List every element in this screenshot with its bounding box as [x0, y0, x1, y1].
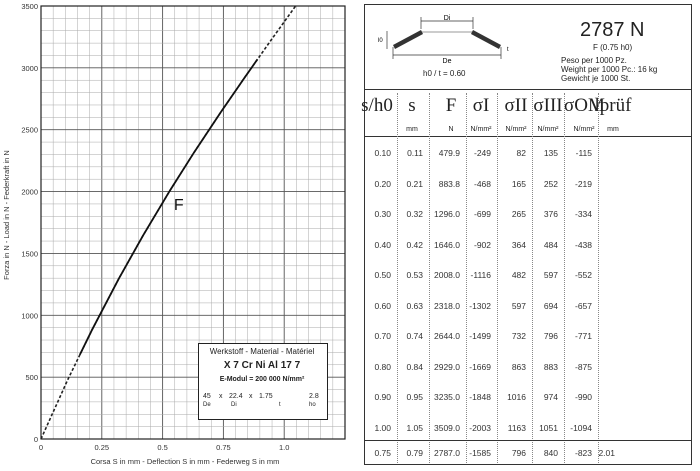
table-cell: -1116 — [470, 270, 491, 280]
y-tick-label: 2000 — [21, 187, 38, 197]
legend-sym: t — [279, 402, 281, 408]
table-cell: 0.53 — [406, 270, 423, 280]
table-cell: -1302 — [469, 300, 491, 311]
weight-line: Weight per 1000 Pc.: 16 kg — [561, 65, 658, 74]
header-separator — [365, 136, 691, 137]
table-cell: 1051 — [539, 422, 558, 433]
footer-cell: -1585 — [469, 448, 491, 458]
table-cell: 3235.0 — [434, 392, 460, 402]
table-cell: -1848 — [469, 392, 491, 402]
table-cell: 0.21 — [406, 178, 423, 189]
column-header: σIII — [533, 95, 563, 116]
legend-e-modul: E-Modul = 200 000 N/mm² — [219, 376, 305, 383]
table-cell: -552 — [574, 270, 592, 280]
column-header: F — [445, 95, 457, 116]
table-cell: 0.74 — [406, 331, 423, 341]
table-cell: -771 — [574, 331, 592, 341]
table-cell: 376 — [543, 209, 558, 219]
table-cell: -2003 — [469, 422, 491, 433]
table-cell: -468 — [473, 178, 491, 189]
table-cell: 597 — [511, 300, 526, 311]
table-cell: -875 — [574, 361, 592, 372]
legend-dim: x — [219, 393, 223, 400]
table-cell: -438 — [574, 239, 592, 250]
column-header: σOM — [564, 95, 605, 116]
table-cell: 2008.0 — [434, 270, 460, 280]
table-cell: 883 — [543, 361, 558, 372]
table-cell: -1499 — [469, 331, 491, 341]
weight-line: Gewicht je 1000 St. — [561, 74, 631, 83]
column-unit: N/mm² — [505, 126, 527, 133]
legend-dim: 22.4 — [229, 393, 243, 400]
ratio-label: h0 / t = 0.60 — [423, 69, 466, 78]
table-cell: 0.95 — [406, 392, 423, 402]
table-cell: -699 — [473, 209, 491, 219]
table-cell: 0.30 — [374, 209, 391, 219]
x-tick-label: 1.0 — [278, 443, 290, 452]
legend-material-name: X 7 Cr Ni Al 17 7 — [223, 360, 301, 371]
table-cell: 1646.0 — [434, 239, 460, 250]
table-cell: 1.00 — [374, 422, 391, 433]
table-cell: 0.70 — [374, 331, 391, 341]
footer-separator — [365, 440, 691, 441]
y-tick-label: 3000 — [21, 63, 38, 73]
column-unit: mm — [406, 126, 418, 133]
y-tick-label: 1500 — [21, 249, 38, 259]
table-cell: 2318.0 — [434, 300, 460, 311]
footer-cell: 840 — [543, 448, 558, 458]
column-header: σI — [472, 95, 490, 116]
table-cell: 0.80 — [374, 361, 391, 372]
y-tick-label: 2500 — [21, 125, 38, 135]
x-axis-label: Corsa S in mm - Deflection S in mm - Federweg S in mm — [90, 457, 280, 466]
y-tick-label: 3500 — [21, 2, 38, 11]
footer-cell: 0.75 — [374, 448, 391, 458]
table-cell: -249 — [473, 148, 491, 158]
table-cell: 0.32 — [406, 209, 423, 219]
table-cell: 364 — [511, 239, 526, 250]
force-value: 2787 N — [580, 19, 645, 41]
table-cell: -334 — [574, 209, 592, 219]
table-cell: 0.90 — [374, 392, 391, 402]
legend-sym: Di — [231, 402, 237, 408]
y-tick-label: 0 — [33, 435, 38, 444]
footer-cell: 2787.0 — [434, 448, 460, 458]
weight-line: Peso per 1000 Pz. — [561, 56, 627, 65]
table-cell: 479.9 — [438, 148, 460, 158]
table-cell: 3509.0 — [434, 422, 460, 433]
column-header: s — [408, 95, 416, 116]
legend-sym: De — [203, 402, 211, 408]
table-cell: 0.84 — [406, 361, 423, 372]
table-cell: 0.10 — [374, 148, 391, 158]
column-header: s/h0 — [361, 95, 393, 116]
table-cell: -115 — [575, 148, 592, 158]
footer-cell: -823 — [574, 448, 592, 458]
table-cell: 1.05 — [406, 422, 423, 433]
l0-label: l0 — [378, 38, 383, 44]
table-cell: 0.60 — [374, 300, 391, 311]
table-cell: 252 — [543, 178, 558, 189]
table-cell: 732 — [511, 331, 526, 341]
y-tick-label: 500 — [25, 373, 38, 383]
spring-data-panel — [361, 4, 692, 465]
table-cell: 883.8 — [438, 178, 460, 189]
spring-header — [365, 5, 691, 90]
weight-info — [561, 56, 657, 83]
table-cell: 135 — [543, 148, 558, 158]
column-unit: N — [448, 126, 454, 133]
table-cell: 694 — [543, 300, 558, 311]
material-legend — [198, 343, 328, 420]
table-cell: 165 — [511, 178, 526, 189]
column-divider — [598, 93, 599, 463]
curve-solid — [80, 59, 258, 354]
table-cell: 0.42 — [406, 239, 423, 250]
column-unit: N/mm² — [470, 126, 492, 133]
disc-spring-drawing — [375, 11, 535, 71]
table-cell: 0.50 — [374, 270, 391, 280]
table-cell: -1669 — [469, 361, 491, 372]
table-cell: 82 — [516, 148, 526, 158]
table-cell: 0.11 — [407, 148, 423, 158]
table-cell: 484 — [543, 239, 558, 250]
di-label: Di — [443, 15, 451, 22]
table-cell: 0.40 — [374, 239, 391, 250]
table-cell: 597 — [543, 270, 558, 280]
table-cell: -1094 — [570, 422, 592, 433]
y-axis-label: Forza in N - Load in N - Federkraft in N — [2, 150, 11, 280]
column-unit: N/mm² — [573, 126, 595, 133]
force-subtitle: F (0.75 h0) — [593, 43, 633, 52]
table-cell: -902 — [473, 239, 491, 250]
table-cell: 0.20 — [374, 178, 391, 189]
table-cell: 0.63 — [406, 300, 423, 311]
column-unit: N/mm² — [537, 126, 559, 133]
table-cell: 1016 — [507, 392, 526, 402]
column-header: σII — [504, 95, 528, 116]
column-header: lprüf — [594, 95, 632, 116]
table-cell: -657 — [574, 300, 592, 311]
table-cell: 1163 — [507, 422, 526, 433]
column-unit: mm — [607, 126, 619, 133]
legend-sym: ho — [309, 402, 316, 408]
x-tick-label: 0 — [38, 443, 44, 452]
f-annotation: F — [173, 196, 184, 214]
table-cell: -990 — [574, 392, 592, 402]
table-cell: -219 — [574, 178, 592, 189]
table-cell: 265 — [511, 209, 526, 219]
table-cell: 2929.0 — [434, 361, 460, 372]
table-cell: 796 — [543, 331, 558, 341]
table-cell: 1296.0 — [434, 209, 460, 219]
x-tick-label: 0.5 — [157, 443, 168, 452]
de-label: De — [442, 58, 452, 65]
y-tick-label: 1000 — [21, 311, 38, 321]
legend-dim: 2.8 — [309, 393, 319, 400]
table-cell: 2644.0 — [434, 331, 460, 341]
t-label: t — [507, 47, 509, 53]
legend-dim: x — [249, 393, 253, 400]
legend-dim: 45 — [203, 393, 211, 400]
table-cell: 863 — [511, 361, 526, 372]
x-tick-label: 0.25 — [94, 443, 110, 452]
footer-cell: 796 — [511, 448, 526, 458]
table-cell: 974 — [543, 392, 558, 402]
footer-cell: 0.79 — [406, 448, 423, 458]
legend-material-title: Werkstoff - Material - Matériel — [209, 347, 315, 356]
footer-cell: 2.01 — [598, 448, 615, 458]
table-cell: 482 — [511, 270, 526, 280]
legend-dim: 1.75 — [259, 393, 273, 400]
x-tick-label: 0.75 — [216, 443, 231, 452]
